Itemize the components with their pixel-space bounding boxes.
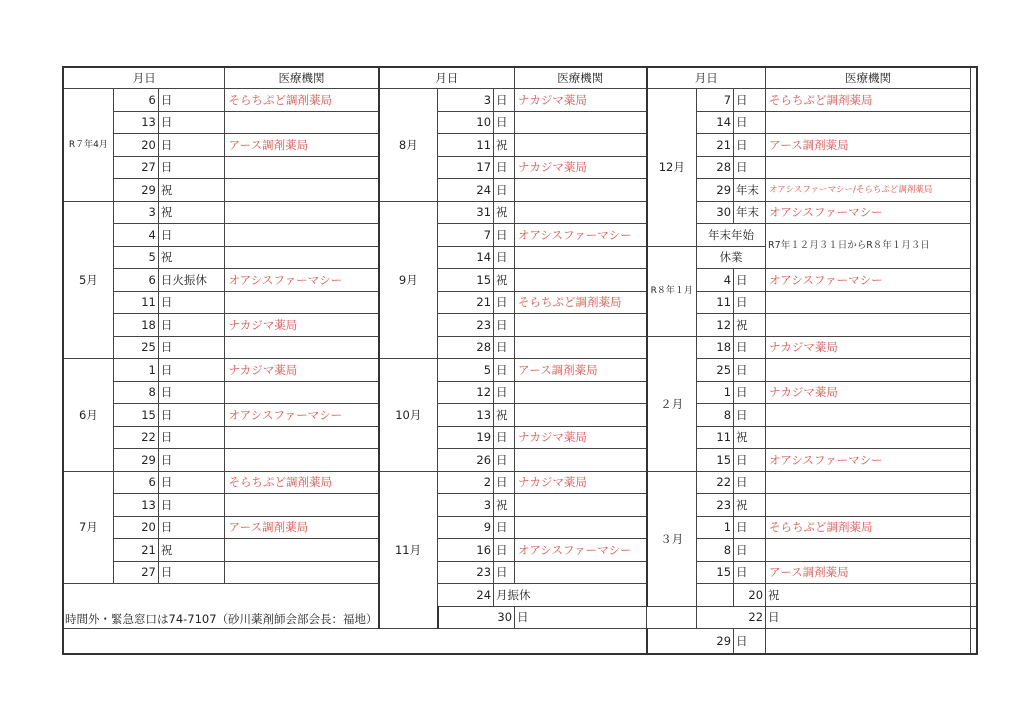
weekday-cell: 祝 [494, 134, 515, 157]
date-cell: 15 [697, 561, 734, 584]
date-cell: 31 [438, 201, 494, 224]
weekday-cell: 日 [734, 156, 766, 179]
weekday-cell: 祝 [494, 201, 515, 224]
weekday-cell: 日 [494, 561, 515, 584]
date-cell: 4 [697, 269, 734, 292]
date-cell: 26 [438, 449, 494, 472]
pharmacy-cell: ナカジマ薬局 [515, 426, 647, 449]
pharmacy-cell [971, 606, 978, 629]
pharmacy-cell [225, 336, 379, 359]
pharmacy-cell: オアシスファーマシー [225, 269, 379, 292]
weekday-cell: 日 [734, 336, 766, 359]
pharmacy-cell: オアシスファーマシー [225, 404, 379, 427]
pharmacy-cell [766, 111, 971, 134]
date-cell: 1 [697, 381, 734, 404]
weekday-cell: 日 [734, 134, 766, 157]
table-row [63, 89, 977, 112]
weekday-cell: 日 [734, 291, 766, 314]
weekday-cell: 祝 [766, 584, 971, 607]
pharmacy-cell: アース調剤薬局 [766, 134, 971, 157]
header-place-2: 医療機関 [515, 67, 647, 89]
date-cell: 23 [697, 494, 734, 517]
pharmacy-cell [766, 359, 971, 382]
pharmacy-cell: アース調剤薬局 [225, 134, 379, 157]
pharmacy-cell [515, 561, 647, 584]
date-cell: 16 [438, 539, 494, 562]
date-cell: 3 [438, 89, 494, 112]
date-cell: 5 [438, 359, 494, 382]
pharmacy-cell: アース調剤薬局 [225, 516, 379, 539]
pharmacy-cell: オアシスファーマシー [766, 201, 971, 224]
yearend-label: 年末年始 [697, 224, 766, 247]
weekday-cell: 日 [494, 89, 515, 112]
header-row [63, 67, 977, 89]
pharmacy-cell: オアシスファーマシー [515, 539, 647, 562]
date-cell: 6 [113, 269, 158, 292]
weekday-cell: 祝 [494, 494, 515, 517]
date-cell: 28 [697, 156, 734, 179]
weekday-cell: 祝 [494, 404, 515, 427]
weekday-cell: 日 [494, 516, 515, 539]
pharmacy-cell: ナカジマ薬局 [766, 336, 971, 359]
month-label-may: 5月 [63, 201, 113, 359]
date-cell: 22 [697, 471, 734, 494]
date-cell: 4 [113, 224, 158, 247]
pharmacy-cell: ナカジマ薬局 [515, 471, 647, 494]
pharmacy-cell [225, 449, 379, 472]
weekday-cell: 日 [734, 561, 766, 584]
footer-spacer [63, 629, 647, 654]
date-cell: 30 [697, 201, 734, 224]
date-cell: 19 [438, 426, 494, 449]
pharmacy-cell [225, 561, 379, 584]
month-label-jun: 6月 [63, 359, 113, 472]
date-cell: 8 [113, 381, 158, 404]
date-cell: 7 [438, 224, 494, 247]
table-row [63, 629, 977, 654]
weekday-cell: 日 [494, 156, 515, 179]
date-cell: 15 [113, 404, 158, 427]
date-cell: 10 [438, 111, 494, 134]
pharmacy-cell [225, 291, 379, 314]
weekday-cell: 日 [494, 179, 515, 202]
weekday-cell: 日 [494, 246, 515, 269]
weekday-cell: 日 [734, 381, 766, 404]
weekday-cell: 日 [158, 404, 225, 427]
weekday-cell: 日 [494, 314, 515, 337]
table-row [63, 269, 977, 292]
pharmacy-cell: そらちぷど調剤薬局 [766, 89, 971, 112]
table-row [63, 111, 977, 134]
month-label-aug: 8月 [379, 89, 438, 202]
date-cell: 23 [438, 561, 494, 584]
table-row [63, 404, 977, 427]
date-cell: 12 [697, 314, 734, 337]
header-date-2: 月日 [379, 67, 515, 89]
pharmacy-cell [515, 404, 647, 427]
weekday-cell: 年末 [734, 201, 766, 224]
pharmacy-schedule-table [62, 66, 978, 655]
month-label-sep: 9月 [379, 201, 438, 359]
date-cell: 9 [438, 516, 494, 539]
weekday-cell: 祝 [734, 494, 766, 517]
date-cell: 27 [113, 561, 158, 584]
date-cell: 20 [113, 134, 158, 157]
date-cell: 6 [113, 471, 158, 494]
table-row [63, 201, 977, 224]
weekday-cell: 日 [158, 359, 225, 382]
date-cell: 11 [113, 291, 158, 314]
pharmacy-cell: そらちぷど調剤薬局 [515, 291, 647, 314]
pharmacy-cell [225, 111, 379, 134]
table-row [63, 584, 977, 607]
month-label-mar: ３月 [647, 471, 697, 606]
header-place-1: 医療機関 [225, 67, 379, 89]
weekday-cell: 日 [158, 516, 225, 539]
weekday-cell: 日 [494, 111, 515, 134]
pharmacy-cell [971, 584, 978, 607]
table-row [63, 224, 977, 247]
weekday-cell: 日 [158, 381, 225, 404]
date-cell: 27 [113, 156, 158, 179]
weekday-cell: 日 [158, 314, 225, 337]
pharmacy-cell [225, 246, 379, 269]
date-cell: 29 [647, 629, 734, 654]
pharmacy-cell: ナカジマ薬局 [766, 381, 971, 404]
pharmacy-cell [515, 314, 647, 337]
pharmacy-cell [515, 201, 647, 224]
pharmacy-cell: アース調剤薬局 [766, 561, 971, 584]
pharmacy-cell: そらちぷど調剤薬局 [766, 516, 971, 539]
weekday-cell: 日 [734, 89, 766, 112]
table-row [63, 516, 977, 539]
weekday-cell: 日 [158, 224, 225, 247]
header-place-3: 医療機関 [766, 67, 971, 89]
pharmacy-cell [515, 381, 647, 404]
date-cell: 13 [113, 494, 158, 517]
pharmacy-cell [515, 111, 647, 134]
pharmacy-cell [647, 606, 697, 629]
table-row [63, 381, 977, 404]
pharmacy-cell [766, 471, 971, 494]
pharmacy-cell: ナカジマ薬局 [515, 156, 647, 179]
pharmacy-cell [766, 539, 971, 562]
date-cell: 12 [438, 381, 494, 404]
weekday-cell: 日 [158, 449, 225, 472]
weekday-cell: 日 [158, 291, 225, 314]
weekday-cell: 日 [734, 269, 766, 292]
weekday-cell: 日 [494, 291, 515, 314]
table-row [63, 449, 977, 472]
date-cell: 29 [697, 179, 734, 202]
yearend-closed: 休業 [697, 246, 766, 269]
weekday-cell: 祝 [158, 539, 225, 562]
weekday-cell: 日 [494, 336, 515, 359]
weekday-cell: 日 [515, 606, 647, 629]
table-row [63, 561, 977, 584]
table-row [63, 359, 977, 382]
weekday-cell: 日 [734, 111, 766, 134]
date-cell: 30 [438, 606, 515, 629]
pharmacy-cell [766, 291, 971, 314]
header-date-3: 月日 [647, 67, 766, 89]
table-row [63, 291, 977, 314]
date-cell: 3 [113, 201, 158, 224]
date-cell: 15 [438, 269, 494, 292]
date-cell: 7 [697, 89, 734, 112]
pharmacy-cell [515, 494, 647, 517]
date-cell: 24 [438, 179, 494, 202]
date-cell: 20 [113, 516, 158, 539]
date-cell: 21 [697, 134, 734, 157]
date-cell: 11 [697, 291, 734, 314]
date-cell: 29 [113, 179, 158, 202]
date-cell: 13 [438, 404, 494, 427]
weekday-cell: 日 [158, 134, 225, 157]
pharmacy-cell: オアシスファーマシー/そらちぷど調剤薬局 [766, 179, 971, 202]
month-label-feb: ２月 [647, 336, 697, 471]
pharmacy-cell: オアシスファーマシー [766, 449, 971, 472]
pharmacy-cell [766, 629, 971, 654]
date-cell: 1 [113, 359, 158, 382]
table-row [63, 494, 977, 517]
weekday-cell: 日 [158, 89, 225, 112]
month-label-dec: 12月 [647, 89, 697, 247]
date-cell: 8 [697, 539, 734, 562]
header-date-1: 月日 [63, 67, 225, 89]
pharmacy-cell: ナカジマ薬局 [225, 359, 379, 382]
weekday-cell: 祝 [158, 246, 225, 269]
date-cell: 18 [697, 336, 734, 359]
weekday-cell: 日 [158, 494, 225, 517]
weekday-cell: 日 [494, 381, 515, 404]
date-cell: 28 [438, 336, 494, 359]
weekday-cell: 日 [158, 156, 225, 179]
pharmacy-cell: ナカジマ薬局 [225, 314, 379, 337]
weekday-cell: 祝 [734, 426, 766, 449]
date-cell: 6 [113, 89, 158, 112]
weekday-cell: 日 [734, 629, 766, 654]
weekday-cell: 日 [734, 404, 766, 427]
pharmacy-cell [515, 246, 647, 269]
date-cell: 22 [697, 606, 766, 629]
pharmacy-cell [766, 156, 971, 179]
table-row [63, 314, 977, 337]
weekday-cell: 祝 [158, 201, 225, 224]
table-row [63, 134, 977, 157]
month-label-apr: R７年4月 [63, 89, 113, 202]
weekday-cell: 月振休 [494, 584, 647, 607]
table-row [63, 156, 977, 179]
month-label-jul: 7月 [63, 471, 113, 584]
date-cell: 17 [438, 156, 494, 179]
date-cell: 22 [113, 426, 158, 449]
pharmacy-cell [766, 494, 971, 517]
pharmacy-cell [225, 494, 379, 517]
pharmacy-cell: オアシスファーマシー [766, 269, 971, 292]
weekday-cell: 日 [158, 336, 225, 359]
pharmacy-cell [225, 224, 379, 247]
pharmacy-cell [766, 314, 971, 337]
pharmacy-cell [515, 179, 647, 202]
pharmacy-cell [515, 134, 647, 157]
weekday-cell: 日 [158, 471, 225, 494]
date-cell: 11 [697, 426, 734, 449]
month-label-nov: 11月 [379, 471, 438, 629]
date-cell: 20 [734, 584, 766, 607]
weekday-cell: 祝 [734, 314, 766, 337]
pharmacy-cell [225, 381, 379, 404]
footer-note: 時間外・緊急窓口は74-7107（砂川薬剤師会部会長：福地） [63, 584, 379, 629]
date-cell: 13 [113, 111, 158, 134]
table-row [63, 179, 977, 202]
weekday-cell: 日 [494, 426, 515, 449]
table-row [63, 539, 977, 562]
pharmacy-cell [225, 539, 379, 562]
weekday-cell: 日 [158, 426, 225, 449]
weekday-cell: 日 [158, 561, 225, 584]
date-cell: 23 [438, 314, 494, 337]
date-cell: 2 [438, 471, 494, 494]
weekday-cell: 日 [494, 539, 515, 562]
weekday-cell: 日 [158, 111, 225, 134]
pharmacy-cell: そらちぷど調剤薬局 [225, 471, 379, 494]
weekday-cell: 日 [494, 449, 515, 472]
month-label-jan: R８年１月 [647, 246, 697, 336]
pharmacy-cell [697, 584, 734, 607]
weekday-cell: 日 [766, 606, 971, 629]
date-cell: 1 [697, 516, 734, 539]
date-cell: 25 [697, 359, 734, 382]
date-cell: 21 [438, 291, 494, 314]
yearend-note: R7年１２月３１日からR８年１月３日 [766, 224, 971, 269]
pharmacy-cell: そらちぷど調剤薬局 [225, 89, 379, 112]
weekday-cell: 日 [734, 449, 766, 472]
pharmacy-cell [515, 449, 647, 472]
weekday-cell: 祝 [158, 179, 225, 202]
weekday-cell: 日火振休 [158, 269, 225, 292]
date-cell: 29 [113, 449, 158, 472]
date-cell: 8 [697, 404, 734, 427]
weekday-cell: 日 [734, 471, 766, 494]
weekday-cell: 日 [734, 539, 766, 562]
pharmacy-cell [766, 404, 971, 427]
date-cell: 18 [113, 314, 158, 337]
date-cell: 5 [113, 246, 158, 269]
date-cell: 14 [697, 111, 734, 134]
weekday-cell: 年末 [734, 179, 766, 202]
table-row [63, 426, 977, 449]
date-cell: 14 [438, 246, 494, 269]
pharmacy-cell [225, 426, 379, 449]
weekday-cell: 日 [494, 471, 515, 494]
pharmacy-cell [766, 426, 971, 449]
pharmacy-cell: ナカジマ薬局 [515, 89, 647, 112]
date-cell: 21 [113, 539, 158, 562]
weekday-cell: 日 [734, 359, 766, 382]
weekday-cell: 日 [494, 359, 515, 382]
pharmacy-cell [225, 201, 379, 224]
weekday-cell: 日 [734, 516, 766, 539]
date-cell: 15 [697, 449, 734, 472]
weekday-cell: 祝 [494, 269, 515, 292]
pharmacy-cell [515, 516, 647, 539]
pharmacy-cell [225, 179, 379, 202]
date-cell: 24 [438, 584, 494, 607]
pharmacy-cell [515, 269, 647, 292]
table-row [63, 336, 977, 359]
pharmacy-cell: アース調剤薬局 [515, 359, 647, 382]
date-cell: 3 [438, 494, 494, 517]
date-cell: 25 [113, 336, 158, 359]
table-row [63, 471, 977, 494]
date-cell: 11 [438, 134, 494, 157]
pharmacy-cell: オアシスファーマシー [515, 224, 647, 247]
weekday-cell: 日 [494, 224, 515, 247]
pharmacy-cell [225, 156, 379, 179]
pharmacy-cell [515, 336, 647, 359]
month-label-oct: 10月 [379, 359, 438, 472]
